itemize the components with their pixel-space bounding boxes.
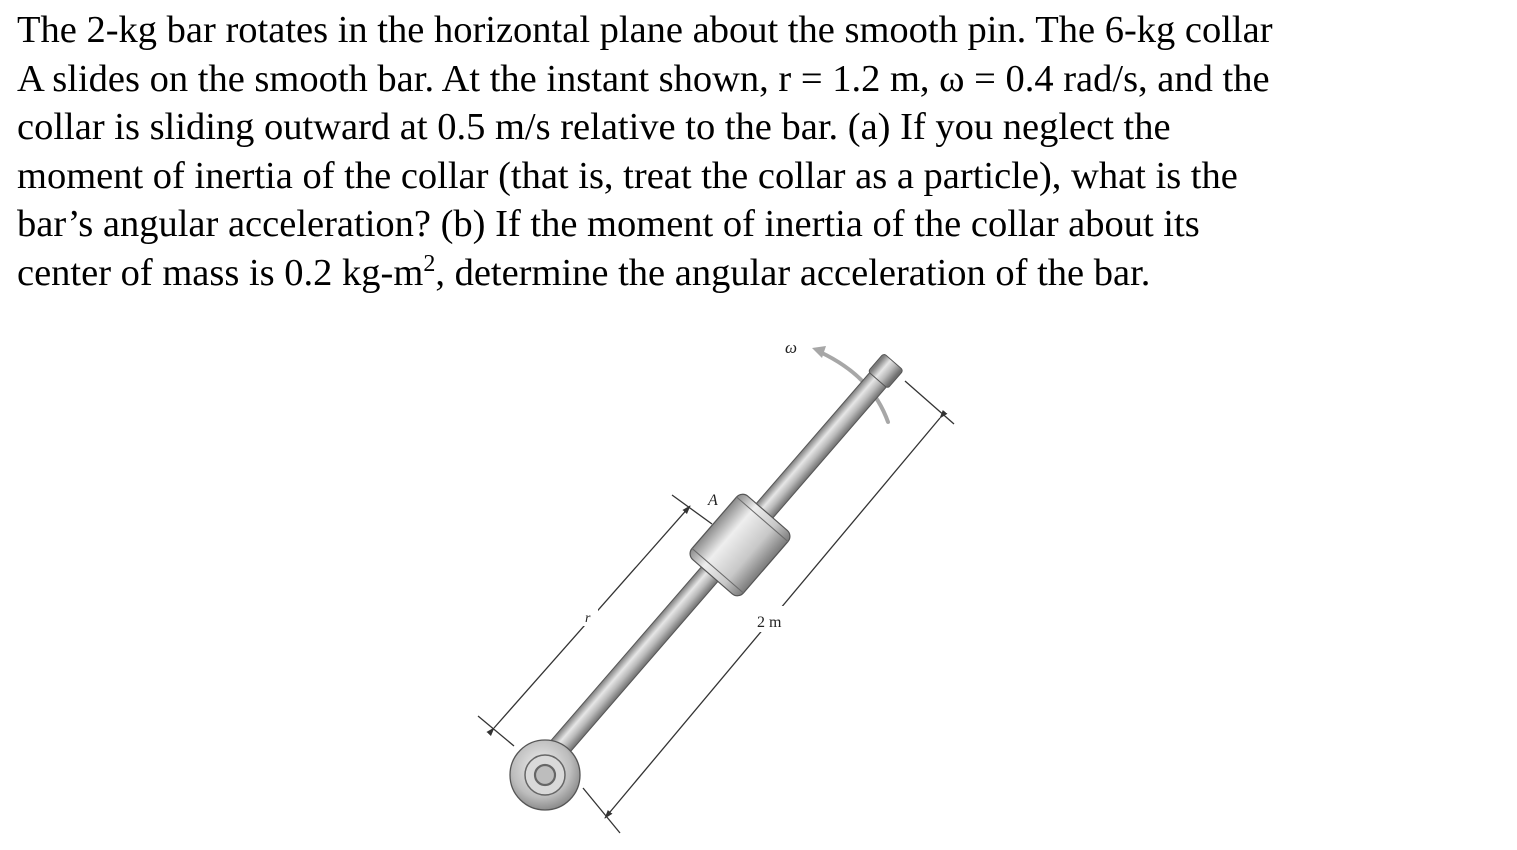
problem-line-4: moment of inertia of the collar (that is, treat the collar as a particle), what is the: [17, 154, 1238, 197]
omega-label: ω: [785, 338, 798, 357]
problem-line-6-end: , determine the angular acceleration of the bar.: [435, 251, 1151, 294]
r-label: r: [585, 611, 591, 626]
problem-line-5: bar’s angular acceleration? (b) If the moment of inertia of the collar about its: [17, 203, 1200, 246]
omega-arrow-head: [812, 346, 826, 358]
length-label: 2 m: [757, 614, 782, 631]
problem-line-2: A slides on the smooth bar. At the instant shown, r = 1.2 m, ω = 0.4 rad/s, and the: [17, 57, 1270, 100]
length-dimension: [583, 381, 954, 833]
problem-line-3: collar is sliding outward at 0.5 m/s relative to the bar. (a) If you neglect the: [17, 106, 1171, 149]
r-extension-line-bottom: [478, 716, 514, 746]
pivot-pin: [510, 740, 580, 810]
length-extension-line-bottom: [583, 788, 620, 833]
problem-line-6-start: center of mass is 0.2 kg-m: [17, 251, 424, 294]
length-extension-line-top: [905, 381, 954, 424]
squared-superscript: 2: [423, 251, 436, 278]
collar-label: A: [708, 492, 718, 509]
problem-line-1: The 2-kg bar rotates in the horizontal plane about the smooth pin. The 6-kg collar: [17, 9, 1273, 51]
